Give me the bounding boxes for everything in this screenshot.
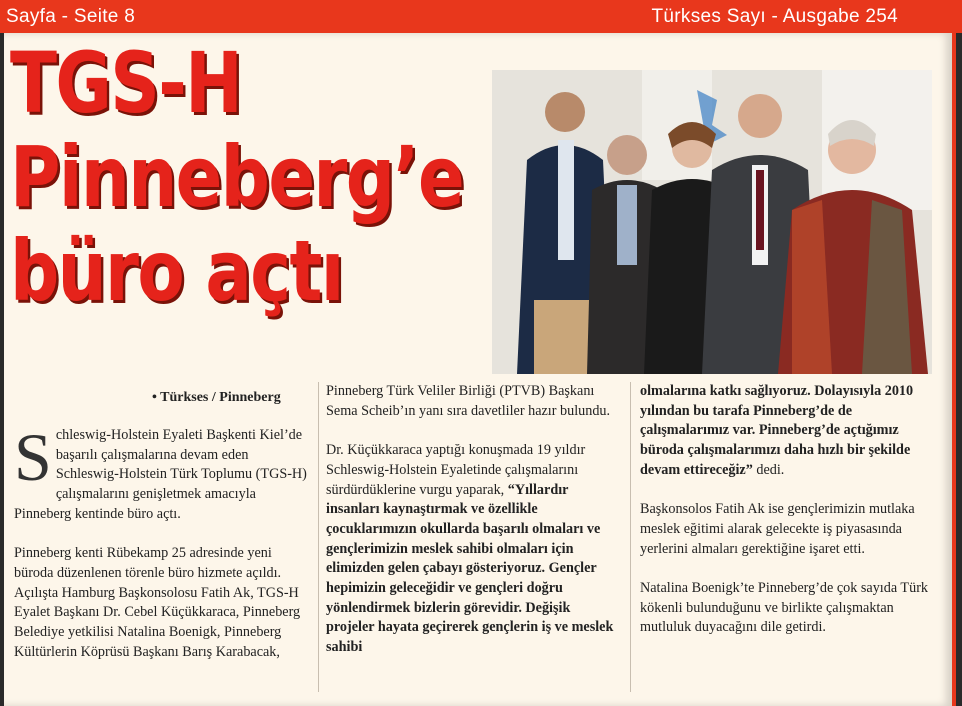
paragraph-text: Dr. Küçükkaracа yaptığı konuşmada 19 yıldır Schleswig-Holstein Eyaletinde çalışmalarını sürdürdüklerine vurgu yaparak, — [326, 442, 586, 498]
paragraph: Başkonsolos Fatih Ak ise gençlerimizin mutlaka meslek eğitimi alarak gelecekte iş piyasasında yerlerini almaları gerektiğine işaret etti. — [640, 501, 915, 557]
issue-label: Türkses Sayı - Ausgabe 254 — [651, 6, 898, 27]
page-number: Sayfa - Seite 8 — [6, 6, 136, 27]
paragraph — [14, 419, 308, 525]
group-photo-illustration — [492, 70, 932, 374]
byline: • Türkses / Pinneberg — [152, 390, 281, 405]
headline-line-2: Pinneberg’e — [10, 128, 464, 226]
drop-cap: S — [14, 419, 52, 495]
article-column-3 — [640, 382, 930, 658]
group-photo — [492, 70, 932, 374]
quote-text: “Yıllardır insanları kaynaştırmak ve özellikle çocuklarımızın okullarda başarılı olmaları ve gençlerimizin meslek sahibi olmaları için elimizden gelen çabayı gösteriyoruz. Gençler hepimizin geleceğidir ve gençleri doğru yönlendirmek bizlerin görevidir. Değişik projeler hayata geçirerek gençlerin iş ve meslek sahibi — [326, 481, 614, 656]
column-divider — [630, 382, 631, 692]
paragraph — [326, 441, 620, 658]
quote-text: olmalarına katkı sağlıyoruz. Dolayısıyla 2010 yılından bu tarafa Pinneberg’de de çalışmalarımız var. Pinneberg’de açtığımız büroda çalışmalarımızı daha hızlı bir şekilde devam ettireceğiz” — [640, 383, 914, 478]
paragraph-text: chleswig-Holstein Eyaleti Başkenti Kiel’de başarılı çalışmalarına devam eden Schleswig-Holstein Türk Toplumu (TGS-H) çalışmalarını genişletmek amacıyla Pinneberg kentinde büro açtı. — [14, 427, 307, 522]
headline-line-3: büro açtı — [10, 222, 343, 320]
headline-line-1: TGS-H — [10, 34, 242, 132]
paragraph: Natalina Boenigk’te Pinneberg’de çok sayıda Türk kökenli bulunduğunu ve birlikte çalışmaktan mutluluk duyacağını dile getirdi. — [640, 580, 929, 636]
paragraph — [640, 382, 930, 481]
article-column-2 — [326, 382, 620, 678]
column-divider — [318, 382, 319, 692]
paragraph: Pinneberg Türk Veliler Birliği (PTVB) Başkanı Sema Scheib’ın yanı sıra davetliler hazır bulundu. — [326, 383, 611, 419]
paragraph: Pinneberg kenti Rübekamp 25 adresinde yeni büroda düzenlenen törenle büro hizmete açıldı. Açılışta Hamburg Başkonsolosu Fatih Ak, TGS-H Eyalet Başkanı Dr. Cebel Küçükkaracа, Pinneberg Belediye yetkilisi Natalina Boenigk, Pinneberg Kültürlerin Köprüsü Başkanı Barış Karabacak, — [14, 545, 301, 660]
paragraph-text: dedi. — [752, 461, 785, 478]
headline — [10, 34, 464, 320]
article-column-1 — [14, 419, 308, 682]
page-header-bar — [0, 0, 962, 33]
